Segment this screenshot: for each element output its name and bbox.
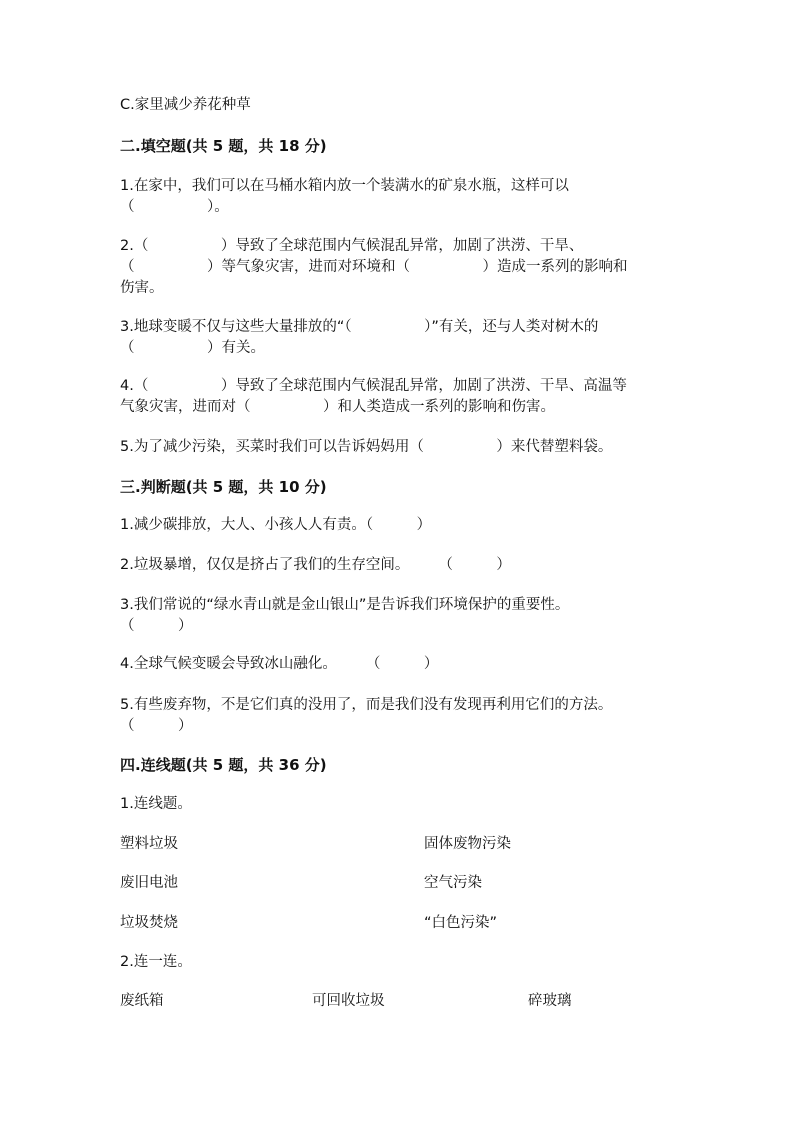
fill-q5-line1: 5.为了减少污染，买菜时我们可以告诉妈妈用（ ）来代替塑料袋。 — [120, 439, 613, 455]
tf-q4: 4.全球气候变暖会导致冰山融化。 （ ） — [120, 656, 439, 672]
section-heading-matching: 四.连线题(共 5 题，共 36 分) — [120, 756, 327, 774]
tf-q3-line2: （ ） — [120, 618, 193, 634]
fill-q2-line2: （ ）等气象灾害，进而对环境和（ ）造成一系列的影响和 — [120, 259, 628, 275]
tf-q2: 2.垃圾暴增，仅仅是挤占了我们的生存空间。 （ ） — [120, 557, 511, 573]
fill-q3-line1: 3.地球变暖不仅与这些大量排放的“（ ）”有关，还与人类对树木的 — [120, 319, 599, 335]
fill-q1-line1: 1.在家中，我们可以在马桶水箱内放一个装满水的矿泉水瓶，这样可以 — [120, 178, 569, 194]
fill-q4-line2: 气象灾害，进而对（ ）和人类造成一系列的影响和伤害。 — [120, 399, 555, 415]
matching-q1-title: 1.连线题。 — [120, 796, 192, 812]
tf-q3-line1: 3.我们常说的“绿水青山就是金山银山”是告诉我们环境保护的重要性。 — [120, 597, 570, 613]
choice-option-c: C.家里减少养花种草 — [120, 97, 251, 113]
section-heading-true-false: 三.判断题(共 5 题，共 10 分) — [120, 478, 327, 496]
tf-q5-line1: 5.有些废弃物，不是它们真的没用了，而是我们没有发现再利用它们的方法。 — [120, 697, 613, 713]
fill-q2-line1: 2.（ ）导致了全球范围内气候混乱异常，加剧了洪涝、干旱、 — [120, 238, 584, 254]
fill-q3-line2: （ ）有关。 — [120, 340, 265, 356]
matching-q2-title: 2.连一连。 — [120, 954, 192, 970]
matching-q1-left-item-3: 垃圾焚烧 — [120, 915, 178, 931]
matching-q2-item-3: 碎玻璃 — [528, 993, 572, 1009]
matching-q1-left-item-1: 塑料垃圾 — [120, 836, 178, 852]
section-heading-fill-blank: 二.填空题(共 5 题，共 18 分) — [120, 137, 327, 155]
matching-q2-item-2: 可回收垃圾 — [312, 993, 385, 1009]
matching-q1-right-item-1: 固体废物污染 — [424, 836, 511, 852]
fill-q4-line1: 4.（ ）导致了全球范围内气候混乱异常，加剧了洪涝、干旱、高温等 — [120, 378, 627, 394]
fill-q1-line2: （ ）。 — [120, 199, 229, 215]
matching-q1-right-item-3: “白色污染” — [424, 915, 498, 931]
tf-q1: 1.减少碳排放，大人、小孩人人有责。（ ） — [120, 517, 432, 533]
matching-q1-right-item-2: 空气污染 — [424, 875, 482, 891]
matching-q2-item-1: 废纸箱 — [120, 993, 164, 1009]
fill-q2-line3: 伤害。 — [120, 280, 164, 296]
matching-q1-left-item-2: 废旧电池 — [120, 875, 178, 891]
tf-q5-line2: （ ） — [120, 718, 193, 734]
